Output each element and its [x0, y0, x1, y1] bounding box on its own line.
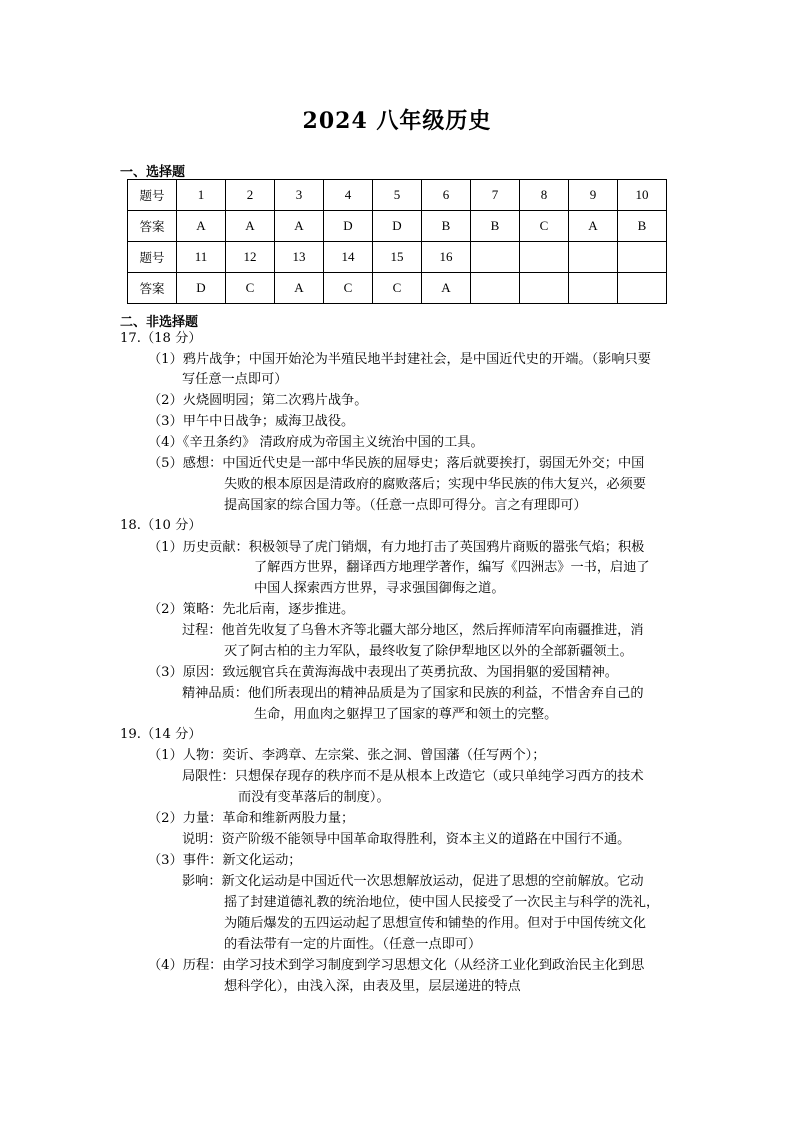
table-cell: 12 — [226, 242, 275, 273]
table-cell: 1 — [177, 180, 226, 211]
q17-line: （3）甲午中日战争；威海卫战役。 — [148, 414, 355, 429]
table-cell: 2 — [226, 180, 275, 211]
q18-line: （1）历史贡献：积极领导了虎门销烟，有力地打击了英国鸦片商贩的嚣张气焰；积极 — [148, 540, 645, 555]
table-cell: B — [618, 211, 667, 242]
q19-line: 想科学化），由浅入深，由表及里，层层递进的特点 — [224, 979, 521, 994]
table-cell: 10 — [618, 180, 667, 211]
table-cell — [471, 273, 520, 304]
table-cell: 9 — [569, 180, 618, 211]
table-cell: A — [226, 211, 275, 242]
table-cell: C — [226, 273, 275, 304]
table-cell: A — [275, 273, 324, 304]
table-row — [128, 273, 667, 304]
q18-line: 过程：他首先收复了乌鲁木齐等北疆大部分地区，然后挥师清军向南疆推进，消 — [182, 623, 644, 638]
table-cell — [520, 242, 569, 273]
section-heading-choice: 一、选择题 — [120, 165, 186, 180]
q18-line: 了解西方世界，翻译西方地理学著作，编写《四洲志》一书，启迪了 — [254, 560, 650, 575]
table-cell: 13 — [275, 242, 324, 273]
table-cell: 7 — [471, 180, 520, 211]
table-cell — [569, 242, 618, 273]
q19-line: 影响：新文化运动是中国近代一次思想解放运动，促进了思想的空前解放。它动 — [182, 874, 644, 889]
q19-line: （1）人物：奕䜣、李鸿章、左宗棠、张之洞、曾国藩（任写两个）； — [148, 748, 546, 763]
table-cell: D — [177, 273, 226, 304]
q17-line: 写任意一点即可） — [182, 372, 288, 387]
table-cell: B — [422, 211, 471, 242]
table-cell: C — [373, 273, 422, 304]
table-cell: 5 — [373, 180, 422, 211]
page-title: 2024 八年级历史 — [302, 108, 492, 134]
table-row — [128, 242, 667, 273]
q17-line: （1）鸦片战争；中国开始沦为半殖民地半封建社会，是中国近代史的开端。（影响只要 — [148, 352, 651, 367]
table-cell: C — [324, 273, 373, 304]
table-cell: A — [422, 273, 471, 304]
table-row — [128, 211, 667, 242]
q17-line: 失败的根本原因是清政府的腐败落后；实现中华民族的伟大复兴，必须要 — [224, 477, 646, 492]
table-row — [128, 180, 667, 211]
row-label: 答案 — [128, 273, 177, 304]
q19-line: （3）事件：新文化运动； — [148, 853, 302, 868]
table-cell: D — [324, 211, 373, 242]
table-cell: D — [373, 211, 422, 242]
table-cell: 6 — [422, 180, 471, 211]
answer-table — [127, 179, 667, 304]
q18-line: （3）原因：致远舰官兵在黄海海战中表现出了英勇抗敌、为国捐躯的爱国精神。 — [148, 665, 618, 680]
q17-line: （5）感想：中国近代史是一部中华民族的屈辱史；落后就要挨打，弱国无外交；中国 — [148, 456, 645, 471]
table-cell: 4 — [324, 180, 373, 211]
q18-heading: 18.（10 分） — [120, 518, 202, 533]
table-cell — [471, 242, 520, 273]
row-label: 答案 — [128, 211, 177, 242]
q17-line: （4）《辛丑条约》 清政府成为帝国主义统治中国的工具。 — [148, 435, 484, 450]
table-cell: B — [471, 211, 520, 242]
q18-line: （2）策略：先北后南，逐步推进。 — [148, 602, 355, 617]
q17-heading: 17.（18 分） — [120, 331, 202, 346]
table-cell — [520, 273, 569, 304]
table-cell — [569, 273, 618, 304]
q17-line: （2）火烧圆明园；第二次鸦片战争。 — [148, 393, 368, 408]
table-cell: 3 — [275, 180, 324, 211]
table-cell: A — [569, 211, 618, 242]
q19-line: 说明：资产阶级不能领导中国革命取得胜利，资本主义的道路在中国行不通。 — [182, 832, 631, 847]
table-cell: A — [275, 211, 324, 242]
q19-line: 摇了封建道德礼教的统治地位，使中国人民接受了一次民主与科学的洗礼， — [224, 895, 660, 910]
q19-line: 而没有变革落后的制度）。 — [238, 790, 390, 805]
q17-line: 提高国家的综合国力等。（任意一点即可得分。言之有理即可） — [224, 498, 587, 513]
row-label: 题号 — [128, 242, 177, 273]
row-label: 题号 — [128, 180, 177, 211]
q18-line: 精神品质：他们所表现出的精神品质是为了国家和民族的利益，不惜舍弃自己的 — [182, 686, 644, 701]
q18-line: 中国人探索西方世界，寻求强国御侮之道。 — [254, 581, 505, 596]
q19-line: 为随后爆发的五四运动起了思想宣传和铺垫的作用。但对于中国传统文化 — [224, 916, 646, 931]
table-cell: 16 — [422, 242, 471, 273]
table-cell: 15 — [373, 242, 422, 273]
q18-line: 生命，用血肉之躯捍卫了国家的尊严和领土的完整。 — [254, 707, 558, 722]
table-cell: A — [177, 211, 226, 242]
table-cell: 11 — [177, 242, 226, 273]
q19-line: 的看法带有一定的片面性。（任意一点即可） — [224, 937, 482, 952]
q19-line: 局限性：只想保存现存的秩序而不是从根本上改造它（或只单纯学习西方的技术 — [182, 769, 644, 784]
q19-line: （2）力量：革命和维新两股力量； — [148, 811, 355, 826]
table-cell — [618, 273, 667, 304]
q19-heading: 19.（14 分） — [120, 727, 202, 742]
table-cell: C — [520, 211, 569, 242]
table-cell: 14 — [324, 242, 373, 273]
q18-line: 灭了阿古柏的主力军队，最终收复了除伊犁地区以外的全部新疆领土。 — [224, 644, 633, 659]
table-cell: 8 — [520, 180, 569, 211]
table-cell — [618, 242, 667, 273]
section-heading-nonchoice: 二、非选择题 — [120, 315, 199, 330]
q19-line: （4）历程：由学习技术到学习制度到学习思想文化（从经济工业化到政治民主化到思 — [148, 958, 645, 973]
